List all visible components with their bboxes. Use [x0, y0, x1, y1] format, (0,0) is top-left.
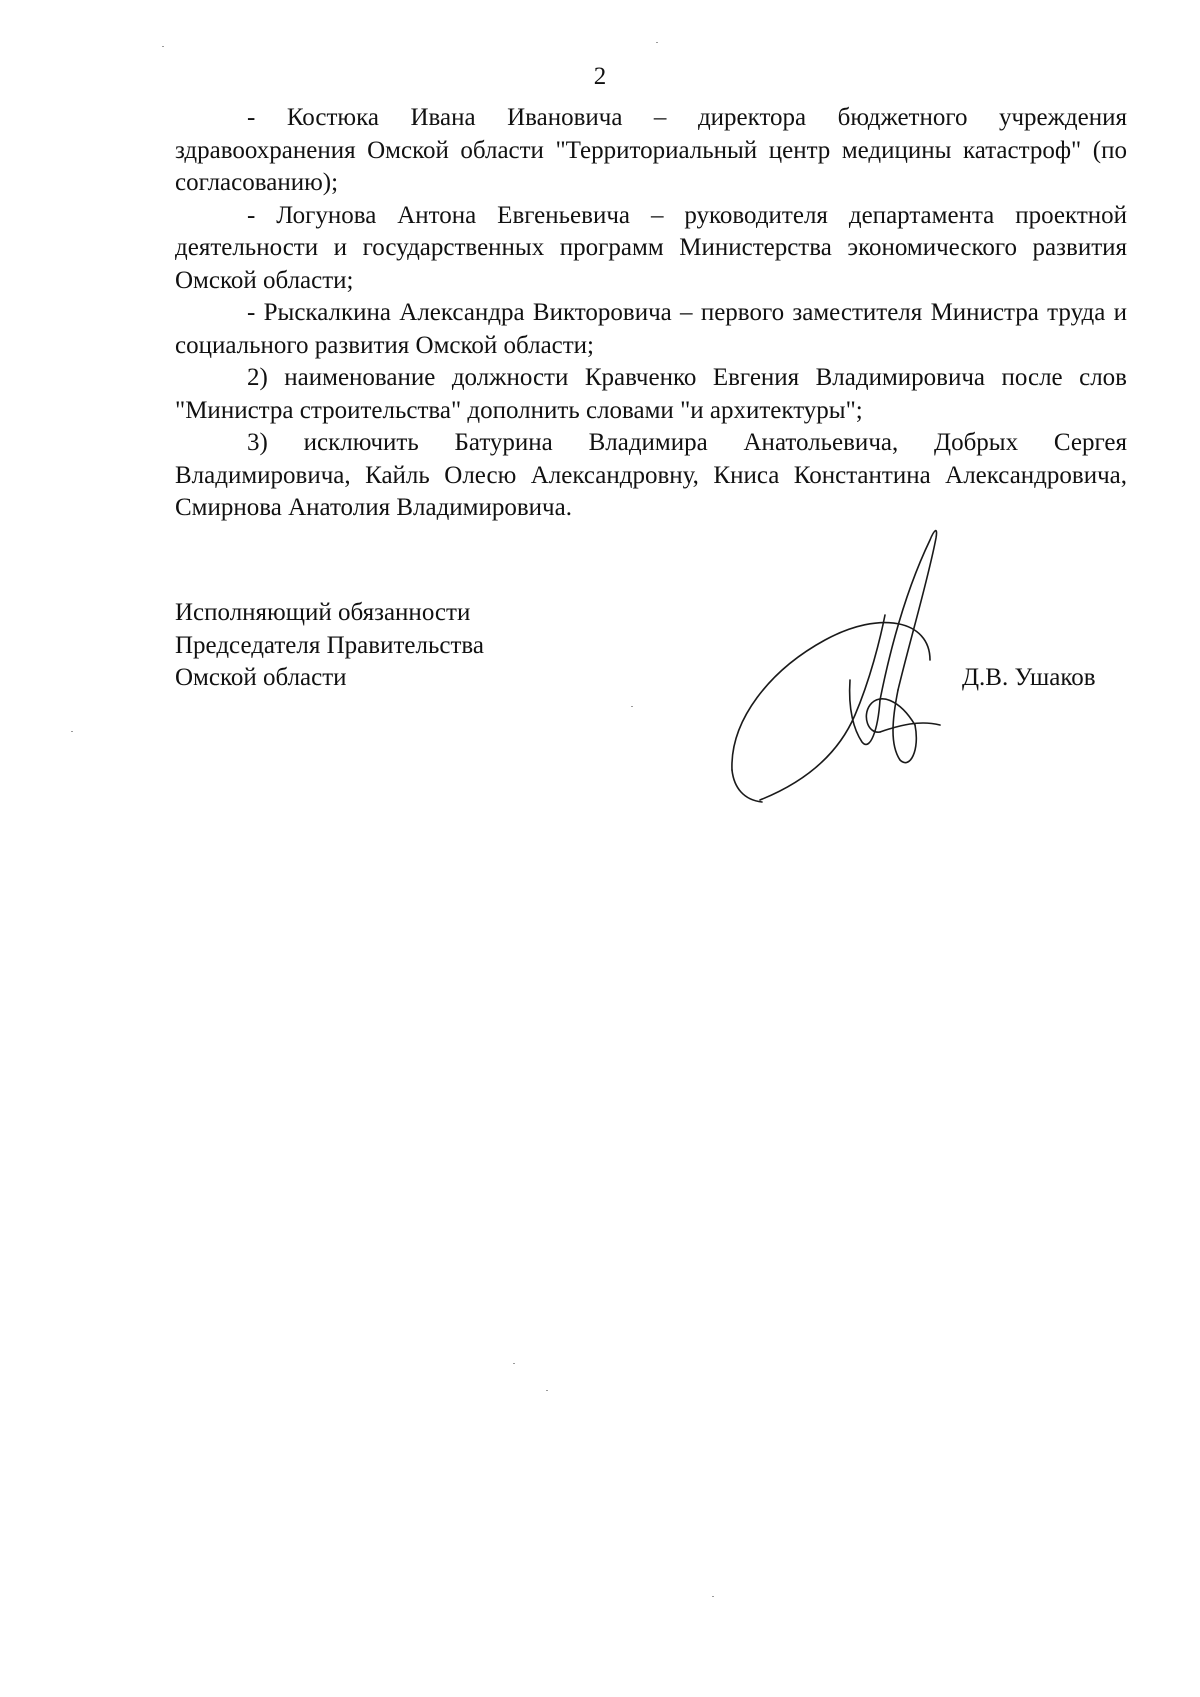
scan-speck — [513, 1363, 515, 1364]
signatory-title — [175, 597, 484, 695]
signatory-name: Д.В. Ушаков — [962, 664, 1096, 691]
paragraph-ryskalkin: - Рыскалкина Александра Викторовича – первого заместителя Министра труда и социального развития Омской области; — [175, 299, 1127, 359]
signatory-title-line: Председателя Правительства — [175, 631, 484, 659]
paragraph-item-3: 3) исключить Батурина Владимира Анатольевича, Добрых Сергея Владимировича, Кайль Олесю Александровну, Книса Константина Александровича, Смирнова Анатолия Владимировича. — [175, 429, 1127, 521]
signatory-title-line: Исполняющий обязанности — [175, 599, 471, 626]
scan-speck — [162, 46, 164, 47]
page-number: 2 — [593, 63, 607, 90]
signatory-title-line: Омской области — [175, 664, 347, 691]
scan-speck — [656, 42, 658, 43]
handwritten-signature — [730, 520, 1000, 810]
paragraph-logunov: - Логунова Антона Евгеньевича – руководителя департамента проектной деятельности и государственных программ Министерства экономического развития Омской области; — [175, 201, 1127, 294]
document-body — [175, 102, 1127, 525]
paragraph-item-2: 2) наименование должности Кравченко Евгения Владимировича после слов "Министра строительства" дополнить словами "и архитектуры"; — [175, 364, 1127, 424]
scan-speck — [71, 731, 73, 732]
paragraph-kostyuk: - Костюка Ивана Ивановича – директора бюджетного учреждения здравоохранения Омской области "Территориальный центр медицины катастроф" (по согласованию); — [175, 104, 1127, 196]
scan-speck — [712, 1596, 714, 1597]
scan-speck — [546, 1390, 548, 1391]
scan-speck — [631, 706, 633, 707]
